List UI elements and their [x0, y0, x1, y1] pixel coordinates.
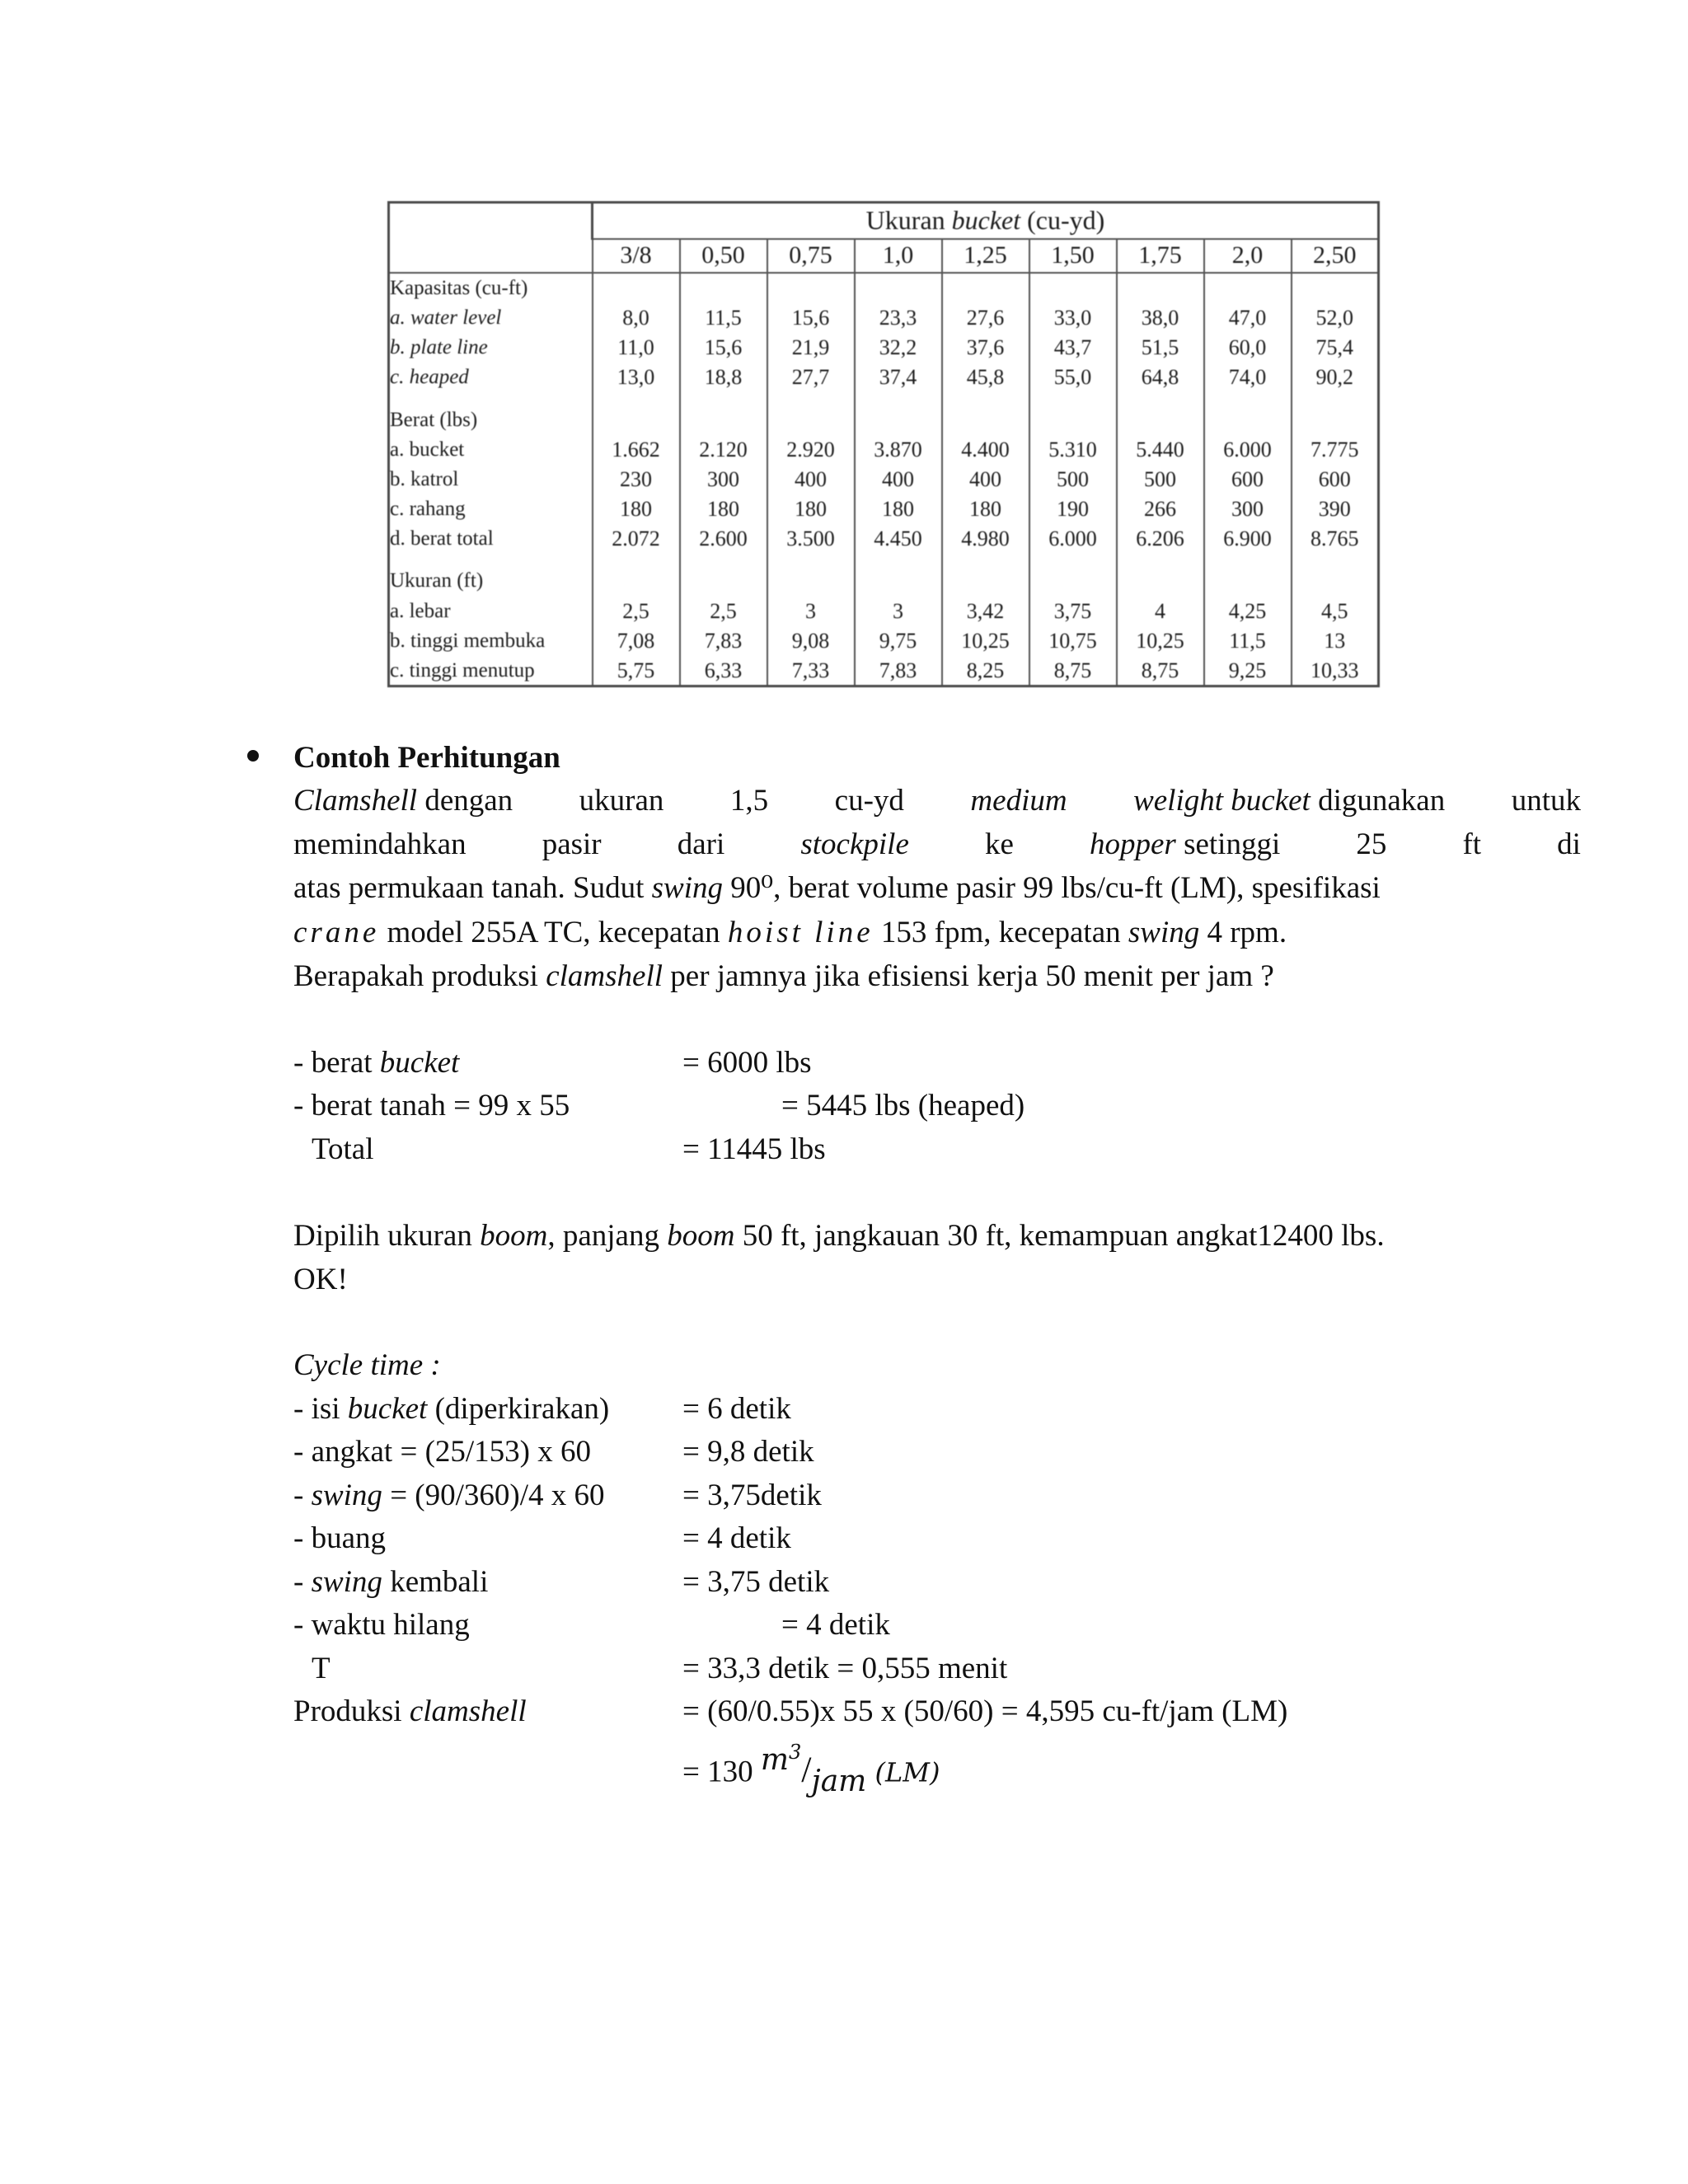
table-cell: 10,25: [1117, 626, 1204, 656]
table-cell: 4,25: [1204, 597, 1292, 626]
table-cell: 400: [767, 465, 855, 494]
section-label: Ukuran (ft): [390, 569, 484, 593]
cycle-return-label: - swing kembali: [293, 1565, 489, 1599]
cycle-lost-value: = 4 detik: [781, 1608, 890, 1642]
boom-line-2: OK!: [293, 1263, 348, 1296]
row-label: a. water level: [390, 307, 502, 330]
table-cell: 32,2: [855, 333, 942, 363]
table-cell: 47,0: [1204, 303, 1292, 333]
table-cell: 52,0: [1292, 303, 1379, 333]
table-cell: 600: [1292, 465, 1379, 494]
table-row: [389, 656, 1379, 686]
size-header-row: [389, 239, 1379, 273]
weight-bucket-value: = 6000 lbs: [682, 1046, 812, 1080]
size-header: 1,0: [855, 239, 942, 273]
section-heading: Contoh Perhitungan: [293, 741, 560, 775]
table-row: [389, 597, 1379, 626]
table-cell: 9,08: [767, 626, 855, 656]
table-cell: 7,08: [593, 626, 680, 656]
table-row: [389, 465, 1379, 494]
table-cell: 13,0: [593, 363, 680, 392]
table-cell: 6,33: [680, 656, 767, 686]
production-value: = (60/0.55)x 55 x (50/60) = 4,595 cu-ft/jam (LM): [682, 1694, 1288, 1728]
table-cell: 15,6: [767, 303, 855, 333]
table-cell: 51,5: [1117, 333, 1204, 363]
table-cell: 180: [855, 494, 942, 524]
table-cell: 15,6: [680, 333, 767, 363]
cycle-swing-label: - swing = (90/360)/4 x 60: [293, 1479, 605, 1512]
table-cell: 2.072: [593, 524, 680, 554]
row-label: a. lebar: [390, 600, 451, 623]
size-header: 2,0: [1204, 239, 1292, 273]
cycle-fill-label: - isi bucket (diperkirakan): [293, 1392, 610, 1426]
table-cell: 6.206: [1117, 524, 1204, 554]
table-cell: 4.450: [855, 524, 942, 554]
size-header: 0,75: [767, 239, 855, 273]
size-header: 1,50: [1029, 239, 1117, 273]
table-cell: 180: [593, 494, 680, 524]
table-cell: 3.500: [767, 524, 855, 554]
table-cell: 2.920: [767, 435, 855, 465]
section-label: Berat (lbs): [390, 408, 478, 431]
table-cell: 6.900: [1204, 524, 1292, 554]
table-cell: 2,5: [593, 597, 680, 626]
cycle-lift-label: - angkat = (25/153) x 60: [293, 1435, 591, 1469]
cycle-lost-label: - waktu hilang: [293, 1608, 470, 1642]
cycle-lift-value: = 9,8 detik: [682, 1435, 814, 1469]
cycle-return-value: = 3,75 detik: [682, 1565, 830, 1599]
table-cell: 6.000: [1029, 524, 1117, 554]
table-cell: 4.980: [942, 524, 1029, 554]
size-header: 1,25: [942, 239, 1029, 273]
table-cell: 2.120: [680, 435, 767, 465]
boom-line-1: Dipilih ukuran boom, panjang boom 50 ft, jangkauan 30 ft, kemampuan angkat12400 lbs.: [293, 1219, 1385, 1253]
table-cell: 3,75: [1029, 597, 1117, 626]
table-cell: 10,25: [942, 626, 1029, 656]
table-cell: 60,0: [1204, 333, 1292, 363]
row-label: b. katrol: [390, 468, 459, 491]
production-metric: = 130 $m^3$/jam (LM): [682, 1741, 940, 1799]
table-row: [389, 435, 1379, 465]
cycle-dump-label: - buang: [293, 1521, 386, 1555]
paragraph-line-5: Berapakah produksi clamshell per jamnya jika efisiensi kerja 50 menit per jam ?: [293, 959, 1274, 993]
table-row: [389, 333, 1379, 363]
cycle-time-title: Cycle time :: [293, 1348, 441, 1382]
table-cell: 5,75: [593, 656, 680, 686]
table-cell: 27,6: [942, 303, 1029, 333]
table-cell: 400: [855, 465, 942, 494]
table-cell: 300: [1204, 494, 1292, 524]
paragraph-line-3: atas permukaan tanah. Sudut swing 90⁰, berat volume pasir 99 lbs/cu-ft (LM), spesifikasi: [293, 871, 1381, 905]
row-label: b. plate line: [390, 336, 488, 359]
table-cell: 3: [855, 597, 942, 626]
table-cell: 180: [680, 494, 767, 524]
row-label: c. heaped: [390, 366, 469, 389]
table-cell: 9,75: [855, 626, 942, 656]
paragraph-line-2: memindahkan pasir dari stockpile ke hopper setinggi 25 ft di: [293, 827, 1581, 861]
table-cell: 1.662: [593, 435, 680, 465]
table-cell: 190: [1029, 494, 1117, 524]
table-cell: 64,8: [1117, 363, 1204, 392]
table-cell: 500: [1117, 465, 1204, 494]
cycle-dump-value: = 4 detik: [682, 1521, 791, 1555]
table-cell: 90,2: [1292, 363, 1379, 392]
table-cell: 75,4: [1292, 333, 1379, 363]
cycle-fill-value: = 6 detik: [682, 1392, 791, 1426]
production-label: Produksi clamshell: [293, 1694, 527, 1728]
table-cell: 18,8: [680, 363, 767, 392]
section-row: [389, 566, 1379, 597]
size-header: 2,50: [1292, 239, 1379, 273]
table-cell: 9,25: [1204, 656, 1292, 686]
row-label: d. berat total: [390, 527, 494, 551]
table-row: [389, 363, 1379, 392]
table-row: [389, 494, 1379, 524]
table-cell: 23,3: [855, 303, 942, 333]
table-cell: 8,75: [1117, 656, 1204, 686]
table-row: [389, 626, 1379, 656]
size-header: 1,75: [1117, 239, 1204, 273]
table-cell: 4,5: [1292, 597, 1379, 626]
bullet-icon: [247, 750, 259, 762]
table-cell: 10,33: [1292, 656, 1379, 686]
table-body: [389, 273, 1379, 686]
weight-total-value: = 11445 lbs: [682, 1132, 826, 1166]
table-cell: 7,83: [855, 656, 942, 686]
row-label: c. rahang: [390, 498, 466, 521]
table-row: [389, 303, 1379, 333]
table-corner: [389, 203, 593, 239]
table-cell: 21,9: [767, 333, 855, 363]
table-cell: 3.870: [855, 435, 942, 465]
size-header: 3/8: [593, 239, 680, 273]
table-cell: 43,7: [1029, 333, 1117, 363]
table-cell: 8,0: [593, 303, 680, 333]
table-cell: 3,42: [942, 597, 1029, 626]
cycle-swing-value: = 3,75detik: [682, 1479, 822, 1512]
table-cell: 5.310: [1029, 435, 1117, 465]
table-cell: 500: [1029, 465, 1117, 494]
table-cell: 27,7: [767, 363, 855, 392]
table-cell: 38,0: [1117, 303, 1204, 333]
table-cell: 400: [942, 465, 1029, 494]
table-cell: 2.600: [680, 524, 767, 554]
table-cell: 37,4: [855, 363, 942, 392]
cycle-total-label: T: [312, 1652, 331, 1685]
weight-soil-label: - berat tanah = 99 x 55: [293, 1089, 570, 1122]
table-cell: 8,25: [942, 656, 1029, 686]
table-cell: 13: [1292, 626, 1379, 656]
table-row: [389, 524, 1379, 554]
table-cell: 11,5: [1204, 626, 1292, 656]
table-cell: 37,6: [942, 333, 1029, 363]
table-cell: 4.400: [942, 435, 1029, 465]
table-title: Ukuran bucket (cu-yd): [593, 203, 1379, 239]
table-cell: 8,75: [1029, 656, 1117, 686]
table-cell: 33,0: [1029, 303, 1117, 333]
table-cell: 10,75: [1029, 626, 1117, 656]
table-cell: 7,83: [680, 626, 767, 656]
bucket-spec-table: [387, 201, 1380, 687]
table-cell: 5.440: [1117, 435, 1204, 465]
table-cell: 8.765: [1292, 524, 1379, 554]
spec-table-grid: [387, 201, 1380, 687]
table-cell: 11,5: [680, 303, 767, 333]
paragraph-line-1: Clamshell dengan ukuran 1,5 cu-yd medium welight bucket digunakan untuk: [293, 784, 1581, 818]
table-cell: 300: [680, 465, 767, 494]
table-cell: 230: [593, 465, 680, 494]
cycle-total-value: = 33,3 detik = 0,555 menit: [682, 1652, 1008, 1685]
weight-soil-value: = 5445 lbs (heaped): [781, 1089, 1025, 1122]
section-row: [389, 273, 1379, 303]
table-cell: 7.775: [1292, 435, 1379, 465]
table-cell: 266: [1117, 494, 1204, 524]
table-cell: 3: [767, 597, 855, 626]
weight-bucket-label: - berat bucket: [293, 1046, 460, 1080]
table-cell: 74,0: [1204, 363, 1292, 392]
table-cell: 2,5: [680, 597, 767, 626]
table-cell: 180: [767, 494, 855, 524]
paragraph-line-4: crane model 255A TC, kecepatan hoist line 153 fpm, kecepatan swing 4 rpm.: [293, 916, 1287, 949]
section-label: Kapasitas (cu-ft): [390, 277, 528, 300]
table-cell: 180: [942, 494, 1029, 524]
weight-total-label: Total: [312, 1132, 374, 1166]
row-label: a. bucket: [390, 438, 465, 462]
table-cell: 11,0: [593, 333, 680, 363]
table-cell: 4: [1117, 597, 1204, 626]
table-cell: 6.000: [1204, 435, 1292, 465]
table-cell: 45,8: [942, 363, 1029, 392]
table-cell: 55,0: [1029, 363, 1117, 392]
table-cell: 600: [1204, 465, 1292, 494]
table-cell: 390: [1292, 494, 1379, 524]
row-label: b. tinggi membuka: [390, 630, 546, 653]
row-label: c. tinggi menutup: [390, 658, 535, 682]
table-cell: 7,33: [767, 656, 855, 686]
size-header: 0,50: [680, 239, 767, 273]
section-row: [389, 405, 1379, 435]
